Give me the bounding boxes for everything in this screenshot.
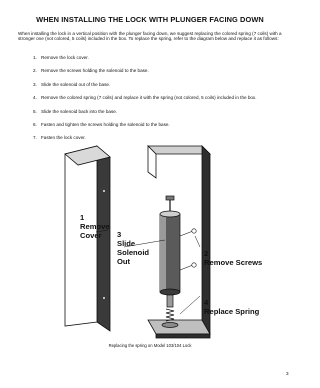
callout-leaders bbox=[96, 230, 200, 314]
step-number: 5. bbox=[33, 108, 37, 114]
step-number: 7. bbox=[33, 135, 37, 141]
step-number: 1. bbox=[33, 55, 37, 60]
step-text: Remove the lock cover. bbox=[41, 55, 89, 60]
figure-caption: Replacing the spring on Model 103/104 Lock bbox=[108, 343, 192, 348]
solenoid bbox=[160, 196, 180, 295]
page-number: 3 bbox=[286, 371, 289, 376]
cover-screw-hole bbox=[103, 190, 105, 192]
screw bbox=[192, 229, 196, 233]
intro-paragraph: When installing the lock in a vertical position with the plunger facing down, we suggest replacing the colored spring (7 coils) with a stronger one (not colored, 5 coils) included in the box. To replace the spring, refer to the diagram below and replace it as follows: bbox=[18, 31, 282, 42]
step-number: 6. bbox=[33, 122, 37, 127]
callout-replace-spring: 4 Replace Spring bbox=[204, 298, 260, 316]
callout-slide-solenoid: 3 Slide Solenoid Out bbox=[117, 230, 150, 266]
step-text: Fasten and tighten the screws holding the solenoid to the base. bbox=[41, 122, 170, 127]
step-text: Remove the screws holding the solenoid to the base. bbox=[41, 68, 149, 74]
step-text: Remove the colored spring (7 coils) and replace it with the spring (not colored, 5 coils) included in the box. bbox=[41, 95, 257, 101]
step-number: 4. bbox=[33, 95, 37, 101]
page-title: WHEN INSTALLING THE LOCK WITH PLUNGER FACING DOWN bbox=[36, 15, 264, 24]
step-text: Slide the solenoid back into the base. bbox=[41, 108, 118, 114]
step-text: Fasten the lock cover. bbox=[41, 135, 86, 141]
cover-screw-hole bbox=[103, 297, 105, 299]
screw bbox=[192, 263, 196, 267]
step-number: 2. bbox=[33, 68, 37, 74]
mounting-screws bbox=[180, 229, 196, 270]
callout-remove-cover: 1 Remove Cover bbox=[80, 213, 110, 240]
step-number: 3. bbox=[33, 81, 37, 87]
callout-remove-screws: 2 Remove Screws bbox=[204, 249, 263, 267]
step-text: Slide the solenoid out of the base. bbox=[41, 81, 111, 87]
